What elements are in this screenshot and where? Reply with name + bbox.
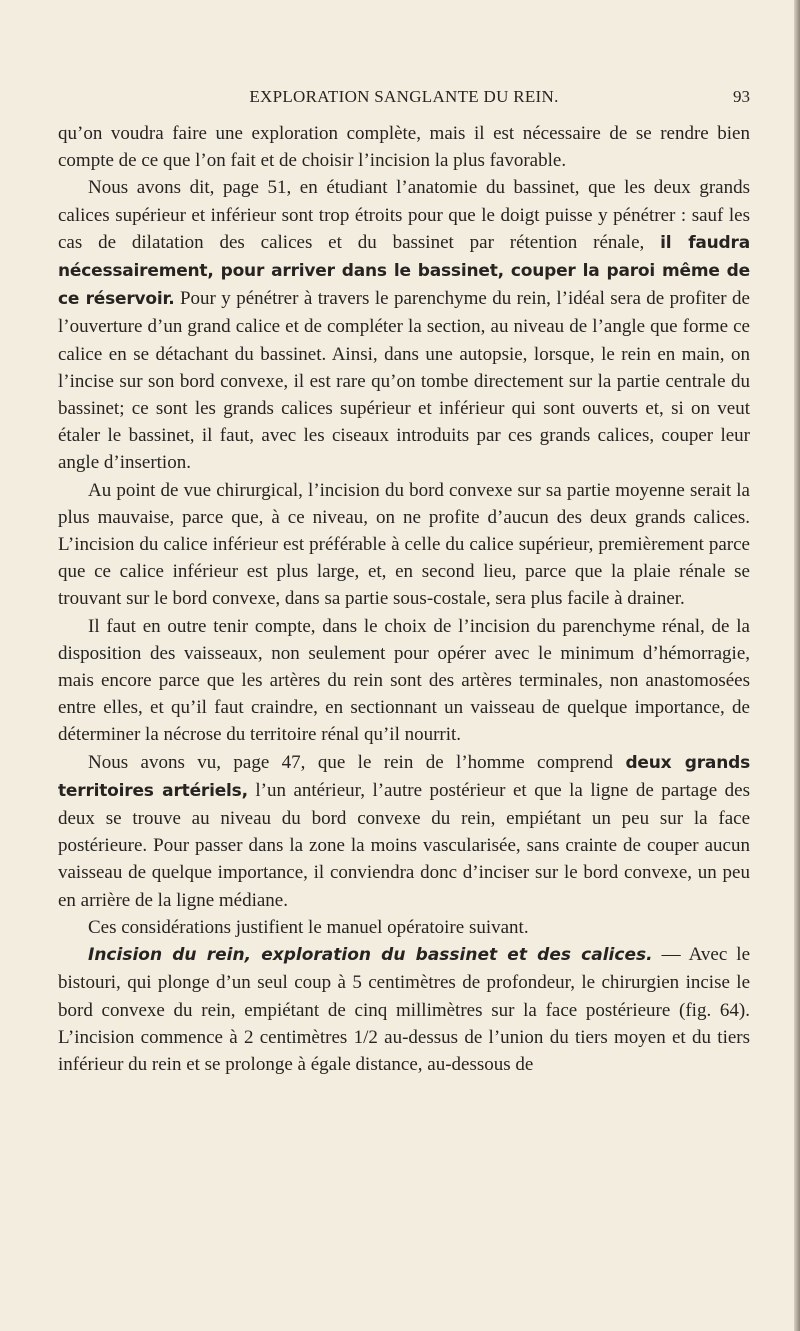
running-head: [58, 87, 750, 113]
paragraph-5-text-b: l’un antérieur, l’autre postérieur et que la ligne de partage des deux se trouve au niveau du bord convexe du rein, empiétant un peu sur la face postérieure. Pour passer dans la zone la moins vascularisée, sans crainte de couper aucun vaisseau de quelque importance, il conviendra donc d’inciser sur le bord convexe, un peu en arrière de la ligne médiane.: [58, 779, 751, 911]
paragraph-3-text: Au point de vue chirurgical, l’incision du bord convexe sur sa partie moyenne serait la plus mauvaise, parce que, à ce niveau, on ne profite d’aucun des deux grands calices. L’incision du calice inférieur est préférable à celle du calice supérieur, premièrement parce que ce calice inférieur est plus large, et, en second lieu, parce que la plaie rénale se trouvant sur le bord convexe, dans sa partie sous-costale, sera plus facile à drainer.: [58, 479, 750, 610]
paragraph-4-text: Il faut en outre tenir compte, dans le choix de l’incision du parenchyme rénal, de la disposition des vaisseaux, non seulement pour opérer avec le minimum d’hémorragie, mais encore parce que les artères du rein sont des artères terminales, non anastomosées entre elles, et qu’il faut craindre, en sectionnant un vaisseau de quelque importance, de déterminer la nécrose du territoire rénal qu’il nourrit.: [58, 615, 750, 746]
paragraph-1-text: qu’on voudra faire une exploration complète, mais il est nécessaire de se rendre bien compte de ce que l’on fait et de choisir l’incision la plus favorable.: [58, 123, 750, 172]
paragraph-7: [58, 941, 750, 1078]
paragraph-6: [58, 914, 750, 941]
page-number: 93: [733, 87, 750, 106]
section-heading: Incision du rein, exploration du bassinet et des calices.: [88, 945, 653, 966]
body-text: [58, 120, 750, 1078]
paragraph-3: [58, 477, 750, 613]
paragraph-5: [58, 749, 750, 914]
paragraph-5-text-a: Nous avons vu, page 47, que le rein de l’homme comprend: [88, 751, 614, 773]
paragraph-1: [58, 120, 750, 174]
paragraph-2-text-b: Pour y pénétrer à travers le parenchyme du rein, l’idéal sera de profiter de l’ouverture d’un grand calice et de compléter la section, au niveau de l’angle que forme ce calice en se détachant du bassinet. Ainsi, dans une autopsie, lorsque, le rein en main, on l’incise sur son bord convexe, il est rare qu’on tombe directement sur la partie centrale du bassinet; ce sont les grands calices supérieur et inférieur qui sont ouverts et, si on veut étaler le bassinet, il faut, avec les ciseaux introduits par ces grands calices, couper leur angle d’insertion.: [58, 288, 750, 474]
running-title: EXPLORATION SANGLANTE DU REIN.: [249, 87, 559, 106]
paragraph-2-bold: il faudra nécessairement, pour arriver dans le bassinet, couper la paroi même de ce réservoir.: [58, 232, 750, 310]
paragraph-2-text-a: Nous avons dit, page 51, en étudiant l’anatomie du bassinet, que les deux grands calices supérieur et inférieur sont trop étroits pour que le doigt puisse y pénétrer : sauf les cas de dilatation des calices et du bassinet par rétention rénale,: [58, 177, 750, 253]
paragraph-5-bold: deux grands territoires artériels,: [58, 752, 750, 801]
paragraph-6-text: Ces considérations justifient le manuel opératoire suivant.: [88, 916, 529, 938]
paragraph-2: [58, 174, 750, 476]
paragraph-4: [58, 613, 750, 749]
paragraph-7-text: — Avec le bistouri, qui plonge d’un seul coup à 5 centimètres de profondeur, le chirurgien incise le bord convexe du rein, empiétant de cinq millimètres sur la face postérieure (fig. 64). L’incision commence à 2 centimètres 1/2 au-dessus de l’union du tiers moyen et du tiers inférieur du rein et se prolonge à égale distance, au-dessous de: [58, 944, 751, 1075]
page-edge-shadow: [794, 0, 800, 1331]
